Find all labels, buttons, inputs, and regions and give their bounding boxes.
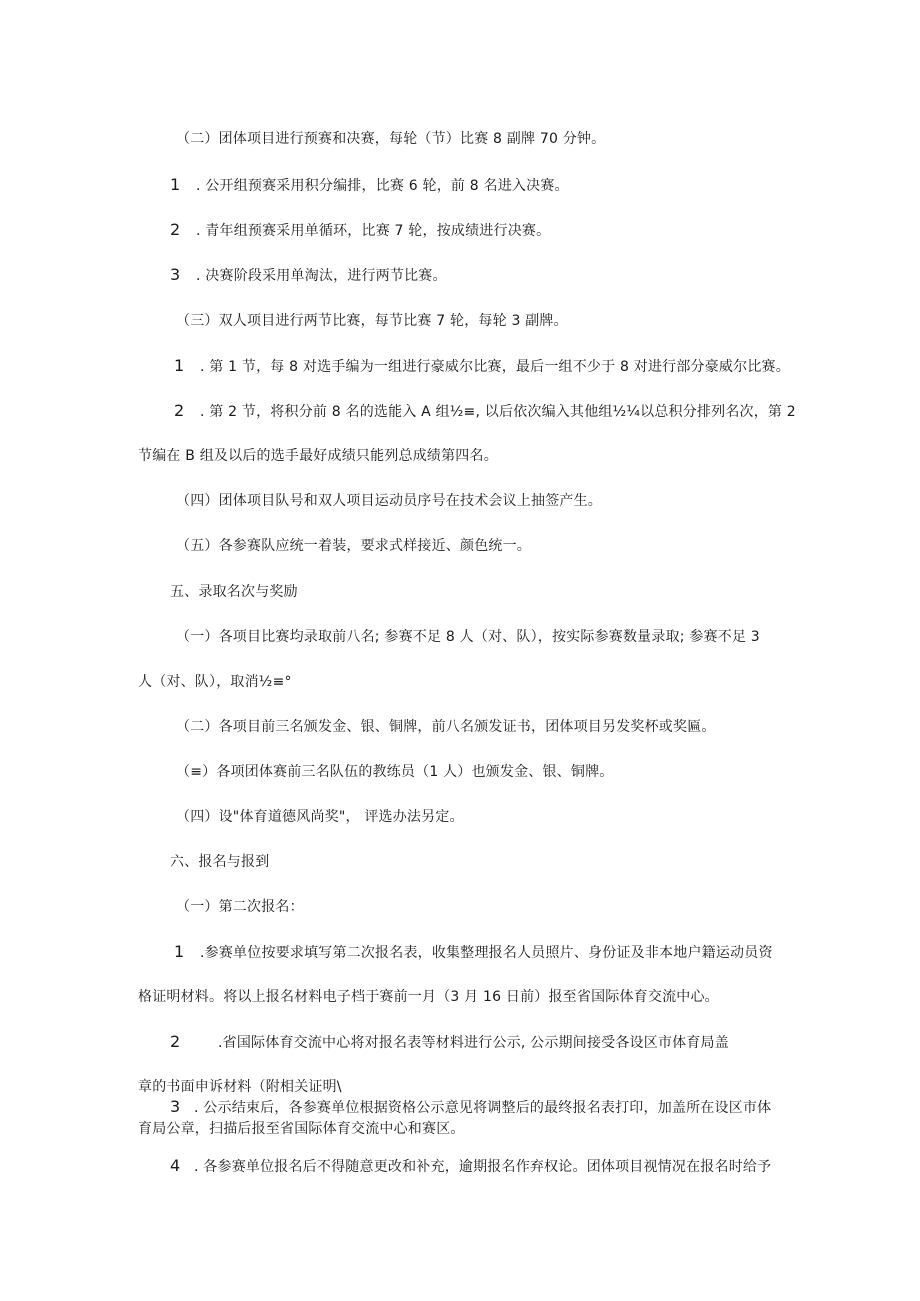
paragraph-pair-event-format: （三）双人项目进行两节比赛，每节比赛 7 轮，每轮 3 副牌。 xyxy=(176,313,568,329)
paragraph-draw-numbers: （四）团体项目队号和双人项目运动员序号在技术会议上抽签产生。 xyxy=(176,493,602,509)
item-number: 2 xyxy=(174,401,185,420)
paragraph-registration-step-3: 3 . 公示结束后，各参赛单位根据资格公示意见将调整后的最终报名表打印，加盖所在设区市体 xyxy=(170,1097,772,1116)
paragraph-registration-step-1-cont: 格证明材料。将以上报名材料电子档于赛前一月（3 月 16 日前）报至省国际体育交流中心。 xyxy=(138,989,719,1005)
item-number: 3 xyxy=(170,1097,181,1116)
item-number: 3 xyxy=(170,265,181,284)
paragraph-medals: （二）各项目前三名颁发金、银、铜牌，前八名颁发证书，团体项目另发奖杯或奖匾。 xyxy=(176,719,716,735)
paragraph-registration-step-2-cont: 章的书面申诉材料（附相关证明\ xyxy=(138,1079,342,1095)
paragraph-registration-step-1: 1 .参赛单位按要求填写第二次报名表，收集整理报名人员照片、身份证及非本地户籍运动员资 xyxy=(174,942,773,961)
paragraph-final-stage: 3 . 决赛阶段采用单淘汰，进行两节比赛。 xyxy=(170,265,447,284)
item-number: 1 xyxy=(174,356,185,375)
item-number: 1 xyxy=(174,942,185,961)
item-number: 1 xyxy=(170,175,181,194)
paragraph-top-eight: （一）各项目比赛均录取前八名; 参赛不足 8 人（对、队），按实际参赛数量录取; 参赛不足 3 xyxy=(176,629,760,645)
paragraph-top-eight-cont: 人（对、队），取消½≡° xyxy=(138,674,292,690)
paragraph-pair-session-2-cont: 节编在 B 组及以后的选手最好成绩只能列总成绩第四名。 xyxy=(138,448,498,464)
item-number: 4 xyxy=(170,1156,181,1175)
section-heading-registration: 六、报名与报到 xyxy=(170,854,270,870)
paragraph-uniform: （五）各参赛队应统一着装，要求式样接近、颜色统一。 xyxy=(176,538,531,554)
paragraph-registration-step-2: 2 .省国际体育交流中心将对报名表等材料进行公示, 公示期间接受各设区市体育局盖 xyxy=(170,1032,729,1051)
paragraph-coach-medals: （≡）各项团体赛前三名队伍的教练员（1 人）也颁发金、银、铜牌。 xyxy=(176,764,614,780)
paragraph-registration-step-4: 4 . 各参赛单位报名后不得随意更改和补充，逾期报名作弃权论。团体项目视情况在报名时给予 xyxy=(170,1156,772,1175)
subsection-heading-second-registration: （一）第二次报名： xyxy=(176,899,304,915)
paragraph-registration-step-3-cont: 育局公章，扫描后报至省国际体育交流中心和赛区。 xyxy=(138,1121,465,1137)
paragraph-pair-session-2: 2 . 第 2 节，将积分前 8 名的选能入 A 组½≡, 以后依次编入其他组½¼以总积分排列名次，第 2 xyxy=(174,401,796,420)
paragraph-youth-group-prelim: 2 . 青年组预赛采用单循环，比赛 7 轮，按成绩进行决赛。 xyxy=(170,220,551,239)
paragraph-open-group-prelim: 1 . 公开组预赛采用积分编排，比赛 6 轮，前 8 名进入决赛。 xyxy=(170,175,569,194)
paragraph-sportsmanship-award: （四）设"体育道德风尚奖"， 评选办法另定。 xyxy=(176,809,464,825)
section-heading-rankings-awards: 五、录取名次与奖励 xyxy=(170,584,298,600)
item-number: 2 xyxy=(170,1032,181,1051)
item-number: 2 xyxy=(170,220,181,239)
paragraph-team-event-format: （二）团体项目进行预赛和决赛，每轮（节）比赛 8 副牌 70 分钟。 xyxy=(176,131,606,147)
paragraph-pair-session-1: 1 . 第 1 节，每 8 对选手编为一组进行豪威尔比赛，最后一组不少于 8 对进行部分豪威尔比赛。 xyxy=(174,356,790,375)
